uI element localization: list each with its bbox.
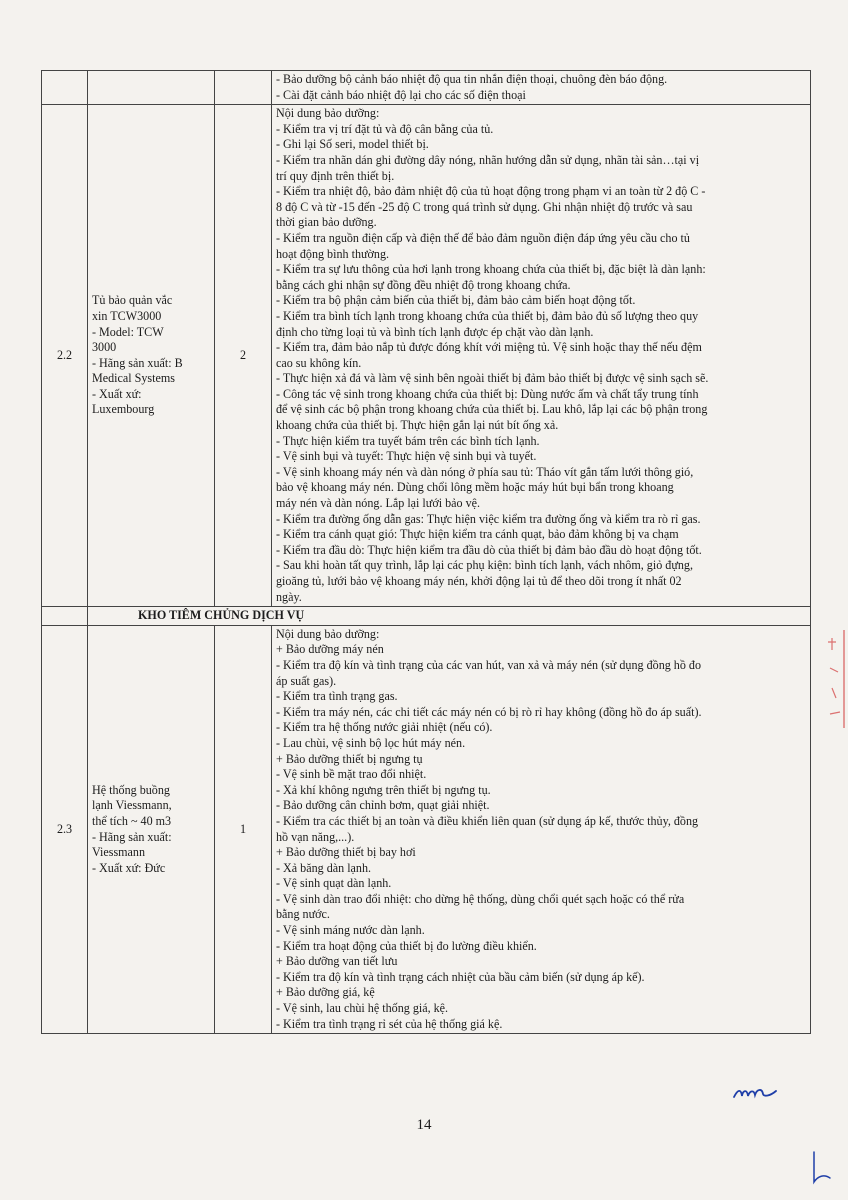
content-line: - Vệ sinh khoang máy nén và dàn nóng ở phía sau tủ: Tháo vít gắn tấm lưới thông gió, bbox=[276, 464, 694, 479]
equipment-name-line: 3000 bbox=[92, 340, 117, 355]
content-line: - Xả băng dàn lạnh. bbox=[276, 860, 372, 875]
pen-stroke bbox=[806, 1150, 836, 1186]
content-line: hoạt động bình thường. bbox=[276, 246, 390, 261]
content-line: ngày. bbox=[276, 589, 302, 604]
content-line: - Xả khí không ngưng trên thiết bị ngưng tụ. bbox=[276, 782, 491, 797]
initials-signature bbox=[732, 1083, 778, 1103]
equipment-name-line: - Xuất xứ: bbox=[92, 386, 142, 401]
section-row bbox=[42, 607, 811, 626]
equipment-name-line: Viessmann bbox=[92, 845, 146, 860]
maintenance-content-cell bbox=[272, 105, 811, 607]
content-line: - Vệ sinh, lau chùi hệ thống giá, kệ. bbox=[276, 1001, 449, 1016]
maintenance-content-cell bbox=[272, 625, 811, 1033]
content-line: - Kiểm tra các thiết bị an toàn và điều khiển liên quan (sử dụng áp kế, thước thủy, đồng bbox=[276, 813, 699, 828]
content-line: - Kiểm tra tình trạng rỉ sét của hệ thống giá kệ. bbox=[276, 1016, 503, 1031]
maintenance-content-cell bbox=[272, 71, 811, 105]
content-line: - Kiểm tra tình trạng gas. bbox=[276, 689, 398, 704]
content-line: - Kiểm tra nhiệt độ, bảo đảm nhiệt độ của tủ hoạt động trong phạm vi an toàn từ 2 độ C - bbox=[276, 184, 706, 199]
content-line: máy nén và dàn nóng. Lắp lại lưới bảo vệ. bbox=[276, 496, 481, 511]
content-line: - Kiểm tra nguồn điện cấp và điện thế để bảo đảm nguồn điện đáp ứng yêu cầu cho tủ bbox=[276, 230, 690, 245]
content-line: để vệ sinh các bộ phận trong khoang chứa của thiết bị. Lau khô, lắp lại các bộ phận trong bbox=[276, 402, 708, 417]
equipment-name-line: thể tích ~ 40 m3 bbox=[92, 813, 172, 828]
content-line: - Kiểm tra sự lưu thông của hơi lạnh trong khoang chứa của thiết bị, đặc biệt là dàn lạnh: bbox=[276, 262, 706, 277]
stt-cell: 2.2 bbox=[42, 105, 88, 607]
equipment-name-line: - Model: TCW bbox=[92, 324, 164, 339]
equipment-name-cell bbox=[88, 625, 215, 1033]
section-stt-cell bbox=[42, 607, 88, 626]
content-line: - Công tác vệ sinh trong khoang chứa của thiết bị: Dùng nước ấm và chất tẩy trung tính bbox=[276, 386, 699, 401]
content-line: áp suất gas). bbox=[276, 673, 337, 688]
content-line: - Sau khi hoàn tất quy trình, lắp lại các phụ kiện: bình tích lạnh, vách nhôm, giỏ đựng, bbox=[276, 558, 693, 573]
table-row bbox=[42, 625, 811, 1033]
equipment-name-line: Tủ bảo quản vắc bbox=[92, 293, 173, 308]
stamp-fragment bbox=[818, 628, 848, 738]
content-line: - Lau chùi, vệ sinh bộ lọc hút máy nén. bbox=[276, 735, 466, 750]
content-line: bằng nước. bbox=[276, 907, 330, 922]
quantity-cell bbox=[215, 71, 272, 105]
content-line: - Kiểm tra đầu dò: Thực hiện kiểm tra đầu dò của thiết bị đảm bảo đầu dò hoạt động tốt. bbox=[276, 542, 702, 557]
content-line: - Bảo dưỡng cân chỉnh bơm, quạt giải nhiệt. bbox=[276, 798, 490, 813]
content-line: - Vệ sinh bề mặt trao đổi nhiệt. bbox=[276, 767, 427, 782]
equipment-name-cell bbox=[88, 71, 215, 105]
table-row bbox=[42, 105, 811, 607]
quantity-cell: 1 bbox=[215, 625, 272, 1033]
equipment-name-line: - Xuất xứ: Đức bbox=[92, 860, 166, 875]
content-line: hồ vạn năng,...). bbox=[276, 829, 355, 844]
content-line: - Kiểm tra hoạt động của thiết bị đo lường điều khiển. bbox=[276, 938, 537, 953]
content-line: thời gian bảo dưỡng. bbox=[276, 215, 377, 230]
page-number: 14 bbox=[416, 1117, 432, 1133]
content-line: trí quy định trên thiết bị. bbox=[276, 168, 395, 183]
content-line: - Kiểm tra cánh quạt gió: Thực hiện kiểm tra cánh quạt, bảo đảm không bị va chạm bbox=[276, 527, 679, 542]
content-line: cao su không kín. bbox=[276, 355, 362, 370]
content-line: - Kiểm tra bộ phận cảm biến của thiết bị, đảm bảo cảm biến hoạt động tốt. bbox=[276, 293, 636, 308]
quantity-cell: 2 bbox=[215, 105, 272, 607]
content-line: - Ghi lại Số seri, model thiết bị. bbox=[276, 137, 429, 152]
content-line: bằng cách ghi nhận sự đồng đều nhiệt độ trong khoang chứa. bbox=[276, 277, 571, 292]
equipment-name-line: xin TCW3000 bbox=[92, 308, 162, 323]
content-line: - Kiểm tra nhãn dán ghi đường dây nóng, nhãn hướng dẫn sử dụng, nhãn tài sản…tại vị bbox=[276, 152, 700, 167]
content-line: - Vệ sinh máng nước dàn lạnh. bbox=[276, 923, 425, 938]
maintenance-table bbox=[41, 70, 811, 1034]
content-line: gioăng tủ, lưới bảo vệ khoang máy nén, khởi động lại tủ để theo dõi trong ít nhất 02 bbox=[276, 574, 682, 588]
equipment-name-cell bbox=[88, 105, 215, 607]
content-line: bảo vệ khoang máy nén. Dùng chổi lông mềm hoặc máy hút bụi bẩn trong khoang bbox=[276, 480, 674, 495]
stt-cell bbox=[42, 71, 88, 105]
content-line: - Vệ sinh quạt dàn lạnh. bbox=[276, 876, 392, 891]
content-line: + Bảo dưỡng van tiết lưu bbox=[276, 954, 398, 969]
content-line: + Bảo dưỡng máy nén bbox=[276, 642, 384, 657]
content-line: - Kiểm tra máy nén, các chi tiết các máy nén có bị rò rỉ hay không (đồng hồ đo áp suất). bbox=[276, 704, 702, 719]
equipment-name-line: - Hãng sản xuất: bbox=[92, 829, 172, 844]
content-line: 8 độ C và từ -15 đến -25 độ C trong quá trình sử dụng. Ghi nhận nhiệt độ trước và sau bbox=[276, 199, 693, 214]
content-line: khoang chứa của thiết bị. Thực hiện gắn lại nút bít ống xả. bbox=[276, 418, 559, 433]
equipment-name-line: - Hãng sản xuất: B bbox=[92, 355, 183, 370]
content-line: - Kiểm tra độ kín và tình trạng cách nhiệt của bầu cảm biến (sử dụng áp kế). bbox=[276, 969, 645, 984]
content-line: - Cài đặt cảnh báo nhiệt độ lại cho các số điện thoại bbox=[276, 87, 526, 102]
content-line: - Kiểm tra độ kín và tình trạng của các van hút, van xả và máy nén (sử dụng đồng hồ đo bbox=[276, 657, 702, 672]
content-line: + Bảo dưỡng giá, kệ bbox=[276, 985, 375, 1000]
equipment-name-line: Hệ thống buồng bbox=[92, 782, 170, 797]
content-line: Nội dung bảo dưỡng: bbox=[276, 106, 380, 121]
content-line: - Vệ sinh dàn trao đổi nhiệt: cho dừng hệ thống, dùng chổi quét sạch hoặc có thể rửa bbox=[276, 891, 685, 906]
stt-cell: 2.3 bbox=[42, 625, 88, 1033]
content-line: - Thực hiện xả đá và làm vệ sinh bên ngoài thiết bị đảm bảo thiết bị được vệ sinh sạch sẽ. bbox=[276, 371, 709, 386]
content-line: - Vệ sinh bụi và tuyết: Thực hiện vệ sinh bụi và tuyết. bbox=[276, 449, 537, 464]
equipment-name-line: Medical Systems bbox=[92, 371, 175, 386]
content-line: - Kiểm tra bình tích lạnh trong khoang chứa của thiết bị, đảm bảo đủ số lượng theo quy bbox=[276, 308, 699, 323]
content-line: - Bảo dưỡng bộ cảnh báo nhiệt độ qua tin nhắn điện thoại, chuông đèn báo động. bbox=[276, 72, 668, 86]
content-line: định cho từng loại tủ và bình tích lạnh được ép chặt vào dàn lạnh. bbox=[276, 324, 594, 339]
table-row bbox=[42, 71, 811, 105]
content-line: - Kiểm tra vị trí đặt tủ và độ cân bằng của tủ. bbox=[276, 121, 494, 136]
content-line: - Thực hiện kiểm tra tuyết bám trên các bình tích lạnh. bbox=[276, 433, 540, 448]
equipment-name-line: Luxembourg bbox=[92, 402, 155, 417]
content-line: - Kiểm tra đường ống dẫn gas: Thực hiện việc kiểm tra đường ống và kiểm tra rò rỉ gas. bbox=[276, 511, 701, 526]
section-title: KHO TIÊM CHỦNG DỊCH VỤ bbox=[88, 607, 811, 626]
content-line: + Bảo dưỡng thiết bị ngưng tụ bbox=[276, 751, 423, 766]
content-line: + Bảo dưỡng thiết bị bay hơi bbox=[276, 845, 416, 860]
equipment-name-line: lạnh Viessmann, bbox=[92, 798, 172, 813]
content-line: Nội dung bảo dưỡng: bbox=[276, 626, 380, 641]
content-line: - Kiểm tra hệ thống nước giải nhiệt (nếu có). bbox=[276, 720, 493, 735]
content-line: - Kiểm tra, đảm bảo nắp tủ được đóng khít với miệng tủ. Vệ sinh hoặc thay thế nếu đệm bbox=[276, 340, 702, 355]
